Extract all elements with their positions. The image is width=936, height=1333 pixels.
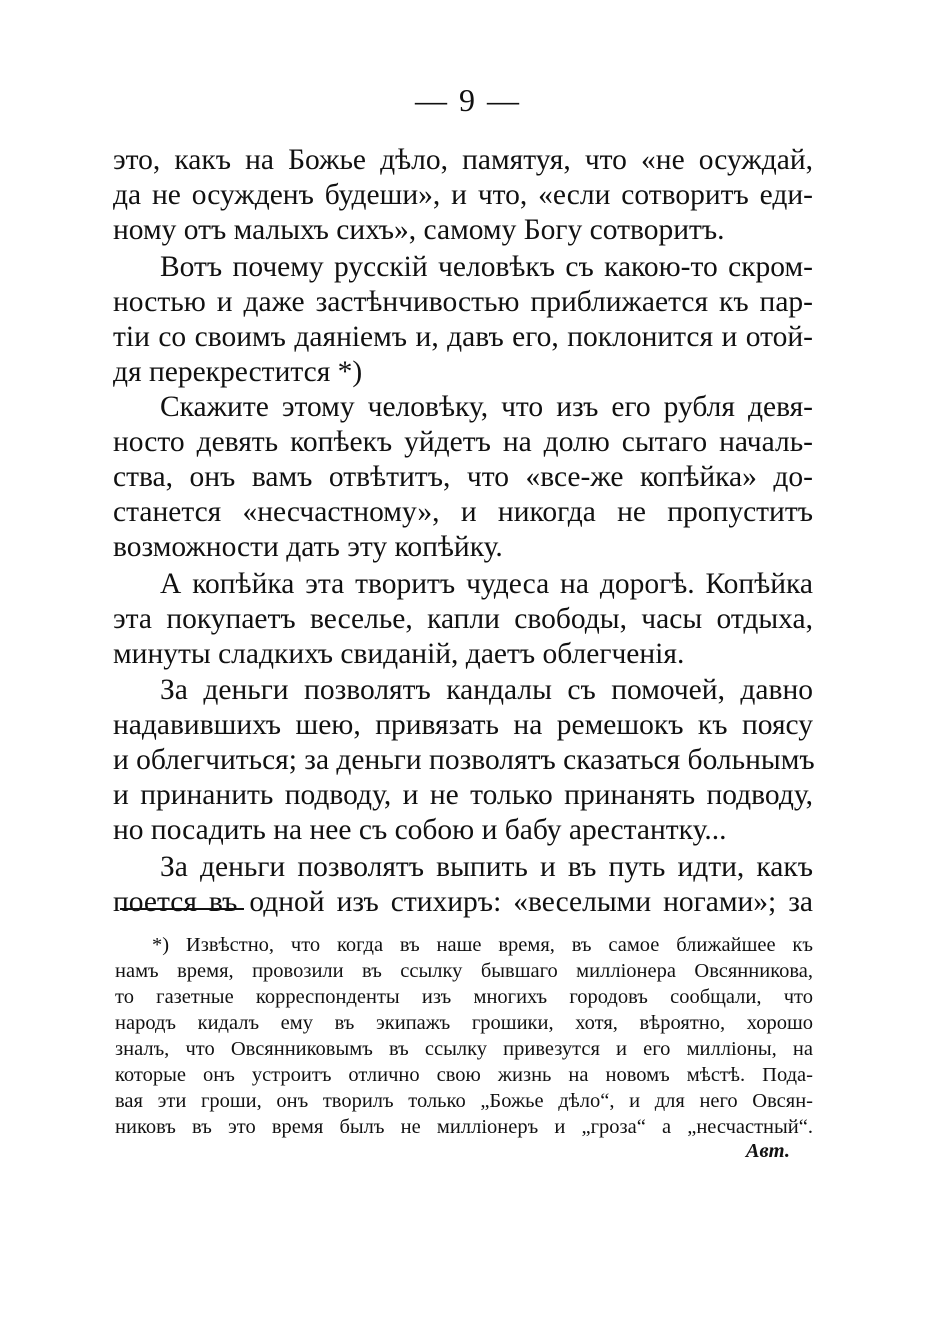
text-line: да не осужденъ будеши», и что, «если сотворитъ еди- — [113, 179, 813, 211]
text-line: дя перекрестится *) — [113, 356, 363, 388]
text-line: носто девять копѣекъ уйдетъ на долю сытаго началь- — [113, 426, 813, 458]
text-line: минуты сладкихъ свиданій, даетъ облегченія. — [113, 638, 685, 670]
text-line: и облегчиться; за деньги позволятъ сказаться больнымъ — [113, 744, 815, 776]
footnote-signature: Авт. — [745, 1140, 790, 1162]
footnote-line: то газетные корреспонденты изъ многихъ городовъ сообщали, что — [115, 986, 813, 1008]
footnote-separator — [120, 908, 244, 910]
text-line: надавившихъ шею, привязать на ремешокъ къ поясу — [113, 709, 813, 741]
page-number: — 9 — — [415, 82, 521, 118]
text-line: но посадить на нее съ собою и бабу арестантку... — [113, 814, 727, 846]
paragraph-start-line: А копѣйка эта творитъ чудеса на дорогѣ. Копѣйка — [160, 568, 813, 600]
text-line: станется «несчастному», и никогда не пропуститъ — [113, 496, 813, 528]
text-line: поется въ одной изъ стихиръ: «веселыми ногами»; за — [113, 886, 813, 918]
text-line: тіи со своимъ даяніемъ и, давъ его, поклонится и отой- — [113, 321, 813, 353]
footnote-line: которые онъ устроитъ отлично свою жизнь на новомъ мѣстѣ. Пода- — [115, 1064, 813, 1086]
paragraph-start-line: За деньги позволятъ выпить и въ путь идти, какъ — [160, 851, 813, 883]
footnote-line: вая эти гроши, онъ творилъ только „Божье дѣло“, и для него Овсян- — [115, 1090, 813, 1112]
text-line: это, какъ на Божье дѣло, памятуя, что «не осуждай, — [113, 144, 813, 176]
footnote-line: *) Извѣстно, что когда въ наше время, въ самое ближайшее къ — [152, 934, 813, 956]
text-line: и принанить подводу, и не только принанять подводу, — [113, 779, 813, 811]
footnote-line: намъ время, провозили въ ссылку бывшаго милліонера Овсянникова, — [115, 960, 813, 982]
footnote-line: никовъ въ это время былъ не милліонеръ и „гроза“ а „несчастный“. — [115, 1116, 813, 1138]
text-line: возможности дать эту копѣйку. — [113, 531, 503, 563]
footnote-line: зналъ, что Овсянниковымъ въ ссылку привезутся и его милліоны, на — [115, 1038, 813, 1060]
paragraph-start-line: За деньги позволятъ кандалы съ помочей, давно — [160, 674, 813, 706]
paragraph-start-line: Скажите этому человѣку, что изъ его рубля девя- — [160, 391, 813, 423]
text-line: ному отъ малыхъ сихъ», самому Богу сотворитъ. — [113, 214, 725, 246]
text-line: эта покупаетъ веселье, капли свободы, часы отдыха, — [113, 603, 813, 635]
text-line: ностью и даже застѣнчивостью приближается къ пар- — [113, 286, 813, 318]
text-line: ства, онъ вамъ отвѣтитъ, что «все-же копѣйка» до- — [113, 461, 813, 493]
footnote-line: народъ кидалъ ему въ экипажъ грошики, хотя, вѣроятно, хорошо — [115, 1012, 813, 1034]
paragraph-start-line: Вотъ почему русскій человѣкъ съ какою-то скром- — [160, 251, 813, 283]
